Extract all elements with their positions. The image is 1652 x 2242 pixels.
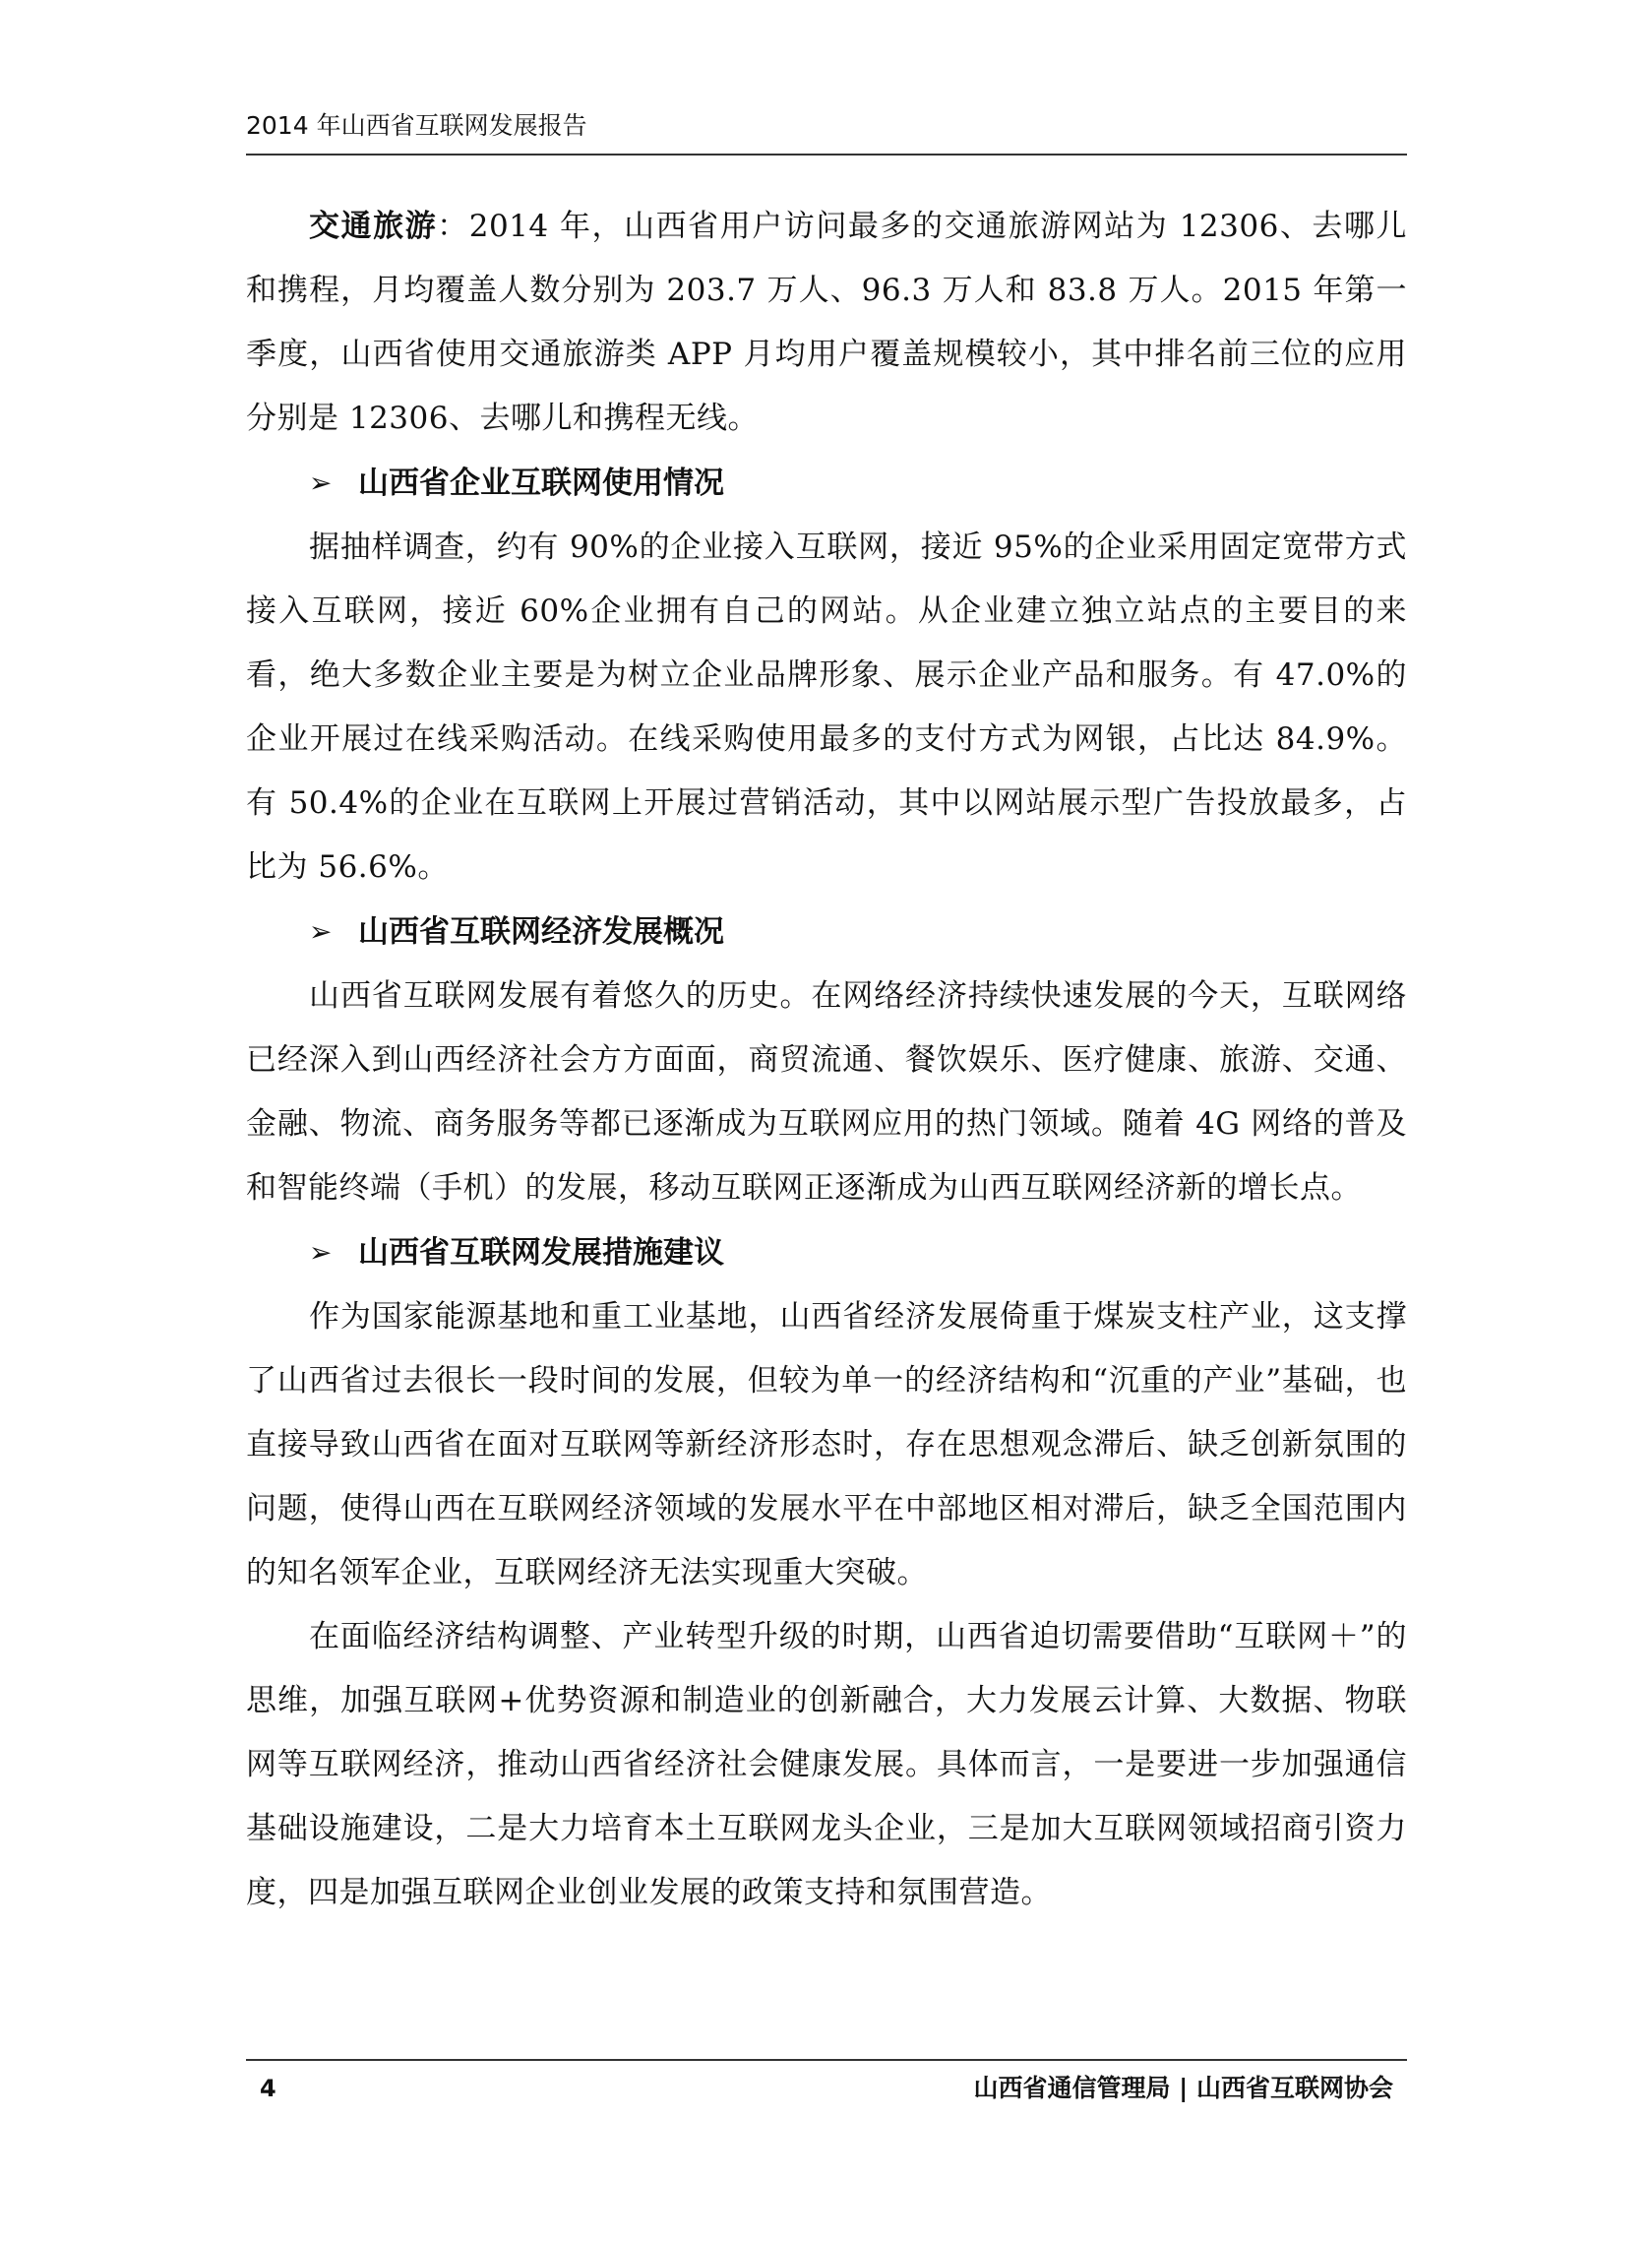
page-header <box>246 110 1407 156</box>
page-footer <box>246 2059 1407 2120</box>
page-body <box>246 195 1407 1925</box>
section-heading-enterprise-usage <box>246 451 1407 516</box>
paragraph-economy-overview: 山西省互联网发展有着悠久的历史。在网络经济持续快速发展的今天，互联网络已经深入到山西经济社会方方面面，商贸流通、餐饮娱乐、医疗健康、旅游、交通、金融、物流、商务服务等都已逐渐成为互联网应用的热门领域。随着 4G 网络的普及和智能终端（手机）的发展，移动互联网正逐渐成为山西互联网经济新的增长点。 <box>246 978 1407 1206</box>
paragraph-recommendations-measures: 在面临经济结构调整、产业转型升级的时期，山西省迫切需要借助“互联网＋”的思维，加强互联网+优势资源和制造业的创新融合，大力发展云计算、大数据、物联网等互联网经济，推动山西省经济社会健康发展。具体而言，一是要进一步加强通信基础设施建设，二是大力培育本土互联网龙头企业，三是加大互联网领域招商引资力度，四是加强互联网企业创业发展的政策支持和氛围营造。 <box>246 1619 1407 1910</box>
paragraph-enterprise-usage: 据抽样调查，约有 90%的企业接入互联网，接近 95%的企业采用固定宽带方式接入互联网，接近 60%企业拥有自己的网站。从企业建立独立站点的主要目的来看，绝大多数企业主要是为树立企业品牌形象、展示企业产品和服务。有 47.0%的企业开展过在线采购活动。在线采购使用最多的支付方式为网银，占比达 84.9%。有 50.4%的企业在互联网上开展过营销活动，其中以网站展示型广告投放最多，占比为 56.6%。 <box>246 529 1407 885</box>
page-number: 4 <box>260 2075 276 2102</box>
arrow-bullet-icon: ➢ <box>309 915 333 948</box>
arrow-bullet-icon: ➢ <box>309 467 333 499</box>
paragraph-recommendations-background: 作为国家能源基地和重工业基地，山西省经济发展倚重于煤炭支柱产业，这支撑了山西省过去很长一段时间的发展，但较为单一的经济结构和“沉重的产业”基础，也直接导致山西省在面对互联网等新经济形态时，存在思想观念滞后、缺乏创新氛围的问题，使得山西在互联网经济领域的发展水平在中部地区相对滞后，缺乏全国范围内的知名领军企业，互联网经济无法实现重大突破。 <box>246 1299 1407 1590</box>
footer-organization: 山西省通信管理局 | 山西省互联网协会 <box>973 2074 1393 2102</box>
report-title: 2014 年山西省互联网发展报告 <box>246 111 587 140</box>
paragraph-transport-tourism <box>246 195 1407 451</box>
section-heading-text: 山西省企业互联网使用情况 <box>358 466 724 501</box>
paragraph-text: ：2014 年，山西省用户访问最多的交通旅游网站为 12306、去哪儿和携程，月均覆盖人数分别为 203.7 万人、96.3 万人和 83.8 万人。2015 年第一季度，山西省使用交通旅游类 APP 月均用户覆盖规模较小，其中排名前三位的应用分别是 12306、去哪儿和携程无线。 <box>246 209 1407 436</box>
arrow-bullet-icon: ➢ <box>309 1236 333 1269</box>
paragraph-lead-term: 交通旅游 <box>309 209 438 244</box>
section-heading-text: 山西省互联网发展措施建议 <box>358 1235 724 1271</box>
section-heading-recommendations <box>246 1220 1407 1285</box>
section-heading-text: 山西省互联网经济发展概况 <box>358 914 724 950</box>
section-heading-economy-overview <box>246 900 1407 965</box>
